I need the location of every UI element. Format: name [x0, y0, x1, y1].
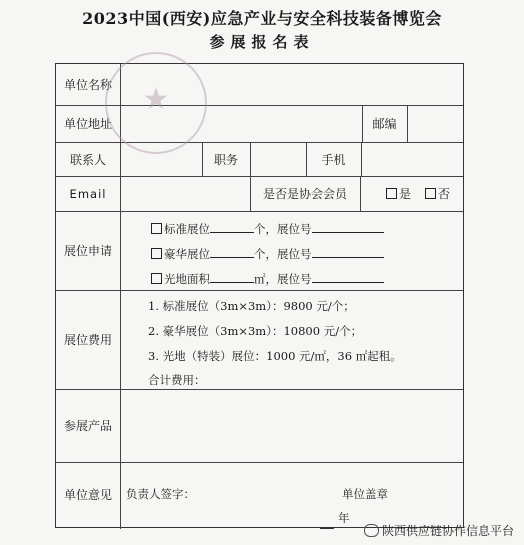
year-label: 年: [338, 511, 350, 525]
fee-standard: 1. 标准展位（3m×3m）：9800 元/个；: [148, 299, 355, 313]
fee-luxury: 2. 豪华展位（3m×3m）：10800 元/个；: [148, 324, 363, 338]
label-email: Email: [69, 186, 107, 201]
watermark: 陕西供应链协作信息平台: [364, 522, 514, 539]
label-booth-apply: 展位申请: [63, 244, 112, 258]
apply-luxury-line[interactable]: 豪华展位 个，展位号: [151, 245, 384, 262]
seal-label: 单位盖章: [342, 487, 388, 501]
watermark-dash: [320, 528, 334, 529]
member-options: [386, 176, 464, 211]
member-no-checkbox[interactable]: 否: [425, 185, 450, 202]
apply-space-line[interactable]: 光地面积 ㎡，展位号: [151, 270, 384, 287]
wechat-icon: [364, 524, 379, 537]
fee-space: 3. 光地（特装）展位：1000 元/㎡，36 ㎡起租。: [148, 349, 402, 363]
label-position: 职务: [213, 152, 238, 167]
checkbox-icon: [151, 223, 162, 234]
faded-seal-stamp: [105, 52, 207, 154]
label-postcode: 邮编: [372, 117, 397, 131]
position-field[interactable]: [251, 142, 306, 176]
mobile-field[interactable]: [362, 142, 462, 176]
checkbox-icon: [425, 188, 436, 199]
checkbox-icon: [151, 248, 162, 259]
form-subtitle: 参展报名表: [209, 33, 315, 51]
label-products: 参展产品: [63, 419, 112, 433]
email-field[interactable]: [122, 176, 250, 211]
checkbox-icon: [386, 188, 397, 199]
label-mobile: 手机: [321, 152, 346, 167]
member-yes-checkbox[interactable]: 是: [386, 185, 411, 202]
label-opinion: 单位意见: [63, 487, 112, 502]
star-icon: ★: [142, 82, 170, 117]
label-booth-fee: 展位费用: [63, 333, 112, 347]
signature-label: 负责人签字：: [126, 487, 195, 501]
apply-standard-line[interactable]: 标准展位 个，展位号: [151, 220, 384, 237]
fee-total: 合计费用：: [148, 373, 206, 387]
products-field[interactable]: [122, 389, 462, 462]
postcode-field[interactable]: [408, 105, 462, 142]
form-title: 2023中国(西安)应急产业与安全科技装备博览会: [82, 9, 442, 28]
label-unit-address: 单位地址: [63, 117, 112, 131]
label-contact: 联系人: [69, 152, 106, 167]
label-is-member: 是否是协会会员: [262, 187, 347, 201]
checkbox-icon: [151, 273, 162, 284]
label-unit-name: 单位名称: [63, 78, 112, 92]
